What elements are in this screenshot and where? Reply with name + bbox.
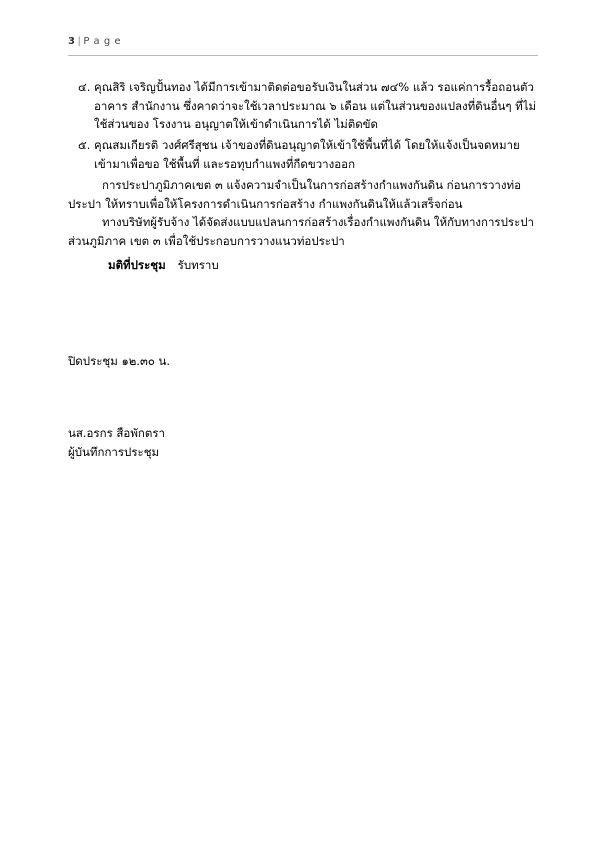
list-item-text: คุณสิริ เจริญปั้นทอง ได้มีการเข้ามาติดต่อขอรับเงินในส่วน ๗๔% แล้ว รอแค่การรื้อถอนตัวอาคาร สำนักงาน ซึ่งคาดว่าจะใช้เวลาประมาณ ๖ เดือน แต่ในส่วนของแปลงที่ดินอื่นๆ ที่ไม่ใช้ส่วนของ โรงงาน อนุญาตให้เข้าดำเนินการได้ ไม่ติดขัด bbox=[94, 80, 537, 132]
page-number-separator: | bbox=[77, 36, 82, 47]
resolution-line bbox=[68, 256, 538, 275]
signature-block bbox=[68, 424, 538, 461]
signature-name: นส.อรกร สือพักตรา bbox=[68, 426, 165, 440]
document-body bbox=[68, 78, 538, 274]
paragraph-2: ทางบริษัทผู้รับจ้าง ได้จัดส่งแบบแปลนการก่อสร้างเรื่องกำแพงกันดิน ให้กับทางการประปาส่วนภูมิภาค เขต ๓ เพื่อใช้ประกอบการวางแนวท่อประปา bbox=[68, 215, 535, 248]
page-header bbox=[68, 36, 538, 58]
numbered-list bbox=[68, 78, 538, 173]
signature-role: ผู้บันทึกการประชุม bbox=[68, 444, 160, 459]
closing-section bbox=[68, 352, 538, 371]
list-item bbox=[68, 136, 538, 173]
page-number-value: 3 bbox=[68, 36, 76, 47]
closing-text: ปิดประชุม ๑๒.๓๐ น. bbox=[68, 354, 171, 368]
list-item bbox=[68, 78, 538, 134]
list-item-marker: ๕. bbox=[78, 137, 91, 152]
paragraph-1: การประปาภูมิภาคเขต ๓ แจ้งความจำเป็นในการก่อสร้างกำแพงกันดิน ก่อนการวางท่อประปา ให้ทราบเพื่อให้โครงการดำเนินการก่อสร้าง กำแพงกันดินให้แล้วเสร็จก่อน bbox=[68, 178, 521, 211]
list-item-text: คุณสมเกียรติ วงศ์ศรีสุชน เจ้าของที่ดินอนุญาตให้เข้าใช้พื้นที่ได้ โดยให้แจ้งเป็นจดหมายเข้ามาเพื่อขอ ใช้พื้นที่ และรอทุบกำแพงที่กีดขวางออก bbox=[94, 137, 520, 171]
list-item-marker: ๔. bbox=[78, 80, 91, 94]
resolution-value: รับทราบ bbox=[177, 257, 219, 272]
page-number-label bbox=[68, 36, 538, 47]
header-divider bbox=[68, 55, 538, 56]
page-word-label: P a g e bbox=[83, 36, 122, 47]
resolution-label: มติที่ประชุม bbox=[108, 257, 166, 272]
